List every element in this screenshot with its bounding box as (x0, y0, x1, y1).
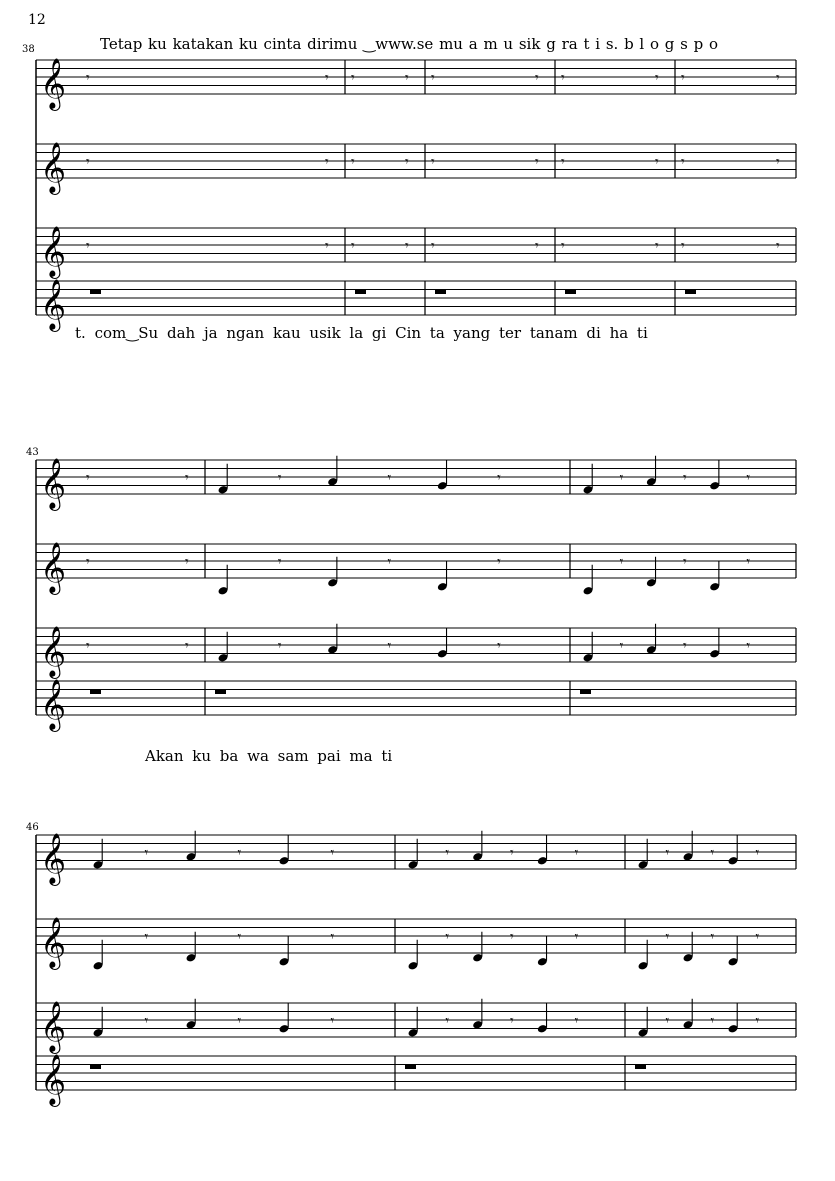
rest-icon: 𝄾 (405, 154, 409, 171)
rest-icon: 𝄾 (325, 238, 329, 255)
rest-icon: 𝄾 (561, 238, 565, 255)
measure-number-46: 46 (26, 822, 39, 833)
rest-icon: 𝄾 (683, 638, 687, 655)
rest-icon: 𝄾 (445, 929, 450, 946)
rest-icon: 𝄾 (710, 1013, 715, 1030)
treble-clef-icon: 𝄞 (40, 917, 67, 968)
rest-icon: 𝄾 (619, 638, 624, 655)
rest-icon: 𝄾 (710, 845, 715, 862)
rest-icon: 𝄾 (665, 929, 670, 946)
rest-icon: 𝄾 (351, 238, 355, 255)
rest-icon: 𝄾 (681, 238, 685, 255)
rest-icon: 𝄾 (387, 554, 392, 571)
rest-icon: 𝄾 (351, 70, 355, 87)
rest-icon: 𝄾 (237, 1013, 242, 1030)
whole-rest-icon (90, 290, 101, 295)
rest-icon: 𝄾 (746, 470, 751, 487)
whole-rest-icon (580, 690, 591, 695)
rest-icon: 𝄾 (755, 1013, 760, 1030)
rest-icon: 𝄾 (497, 638, 501, 655)
rest-icon: 𝄾 (776, 70, 780, 87)
treble-clef-icon: 𝄞 (40, 142, 67, 193)
lyrics-line-2: t. com‿Su dah ja ngan kau usik la gi Cin ta yang ter tanam di ha ti (75, 324, 648, 342)
rest-icon: 𝄾 (574, 929, 579, 946)
rest-icon: 𝄾 (535, 154, 539, 171)
rest-icon: 𝄾 (237, 845, 242, 862)
whole-rest-icon (405, 1065, 416, 1070)
rest-icon: 𝄾 (86, 154, 90, 171)
rest-icon: 𝄾 (86, 70, 90, 87)
treble-clef-icon: 𝄞 (40, 226, 67, 277)
rest-icon: 𝄾 (185, 470, 189, 487)
rest-icon: 𝄾 (387, 638, 392, 655)
rest-icon: 𝄾 (746, 554, 751, 571)
rest-icon: 𝄾 (574, 845, 579, 862)
rest-icon: 𝄾 (431, 70, 435, 87)
whole-rest-icon (685, 290, 696, 295)
measure-number-38: 38 (22, 44, 35, 55)
page-number: 12 (28, 12, 46, 28)
rest-icon: 𝄾 (510, 1013, 514, 1030)
rest-icon: 𝄾 (445, 1013, 450, 1030)
rest-icon: 𝄾 (497, 470, 501, 487)
rest-icon: 𝄾 (535, 238, 539, 255)
rest-icon: 𝄾 (619, 470, 624, 487)
rest-icon: 𝄾 (86, 638, 90, 655)
treble-clef-icon: 𝄞 (40, 1001, 67, 1052)
whole-rest-icon (565, 290, 576, 295)
rest-icon: 𝄾 (387, 470, 392, 487)
rest-icon: 𝄾 (681, 70, 685, 87)
rest-icon: 𝄾 (683, 554, 687, 571)
rest-icon: 𝄾 (351, 154, 355, 171)
rest-icon: 𝄾 (755, 929, 760, 946)
rest-icon: 𝄾 (330, 929, 335, 946)
rest-icon: 𝄾 (277, 638, 282, 655)
rest-icon: 𝄾 (655, 154, 659, 171)
rest-icon: 𝄾 (325, 154, 329, 171)
rest-icon: 𝄾 (405, 238, 409, 255)
rest-icon: 𝄾 (144, 929, 149, 946)
rest-icon: 𝄾 (86, 470, 90, 487)
treble-clef-icon: 𝄞 (40, 1054, 67, 1105)
treble-clef-icon: 𝄞 (40, 626, 67, 677)
treble-clef-icon: 𝄞 (40, 679, 67, 730)
rest-icon: 𝄾 (405, 70, 409, 87)
rest-icon: 𝄾 (561, 154, 565, 171)
rest-icon: 𝄾 (86, 238, 90, 255)
rest-icon: 𝄾 (445, 845, 450, 862)
rest-icon: 𝄾 (574, 1013, 579, 1030)
rest-icon: 𝄾 (776, 154, 780, 171)
whole-rest-icon (635, 1065, 646, 1070)
rest-icon: 𝄾 (665, 1013, 670, 1030)
rest-icon: 𝄾 (277, 470, 282, 487)
rest-icon: 𝄾 (185, 554, 189, 571)
treble-clef-icon: 𝄞 (40, 833, 67, 884)
rest-icon: 𝄾 (510, 845, 514, 862)
treble-clef-icon: 𝄞 (40, 279, 67, 330)
rest-icon: 𝄾 (665, 845, 670, 862)
rest-icon: 𝄾 (277, 554, 282, 571)
rest-icon: 𝄾 (746, 638, 751, 655)
rest-icon: 𝄾 (497, 554, 501, 571)
rest-icon: 𝄾 (710, 929, 715, 946)
rest-icon: 𝄾 (185, 638, 189, 655)
rest-icon: 𝄾 (237, 929, 242, 946)
whole-rest-icon (90, 690, 101, 695)
measure-number-43: 43 (26, 447, 39, 458)
rest-icon: 𝄾 (681, 154, 685, 171)
rest-icon: 𝄾 (655, 70, 659, 87)
rest-icon: 𝄾 (755, 845, 760, 862)
treble-clef-icon: 𝄞 (40, 458, 67, 509)
whole-rest-icon (355, 290, 366, 295)
rest-icon: 𝄾 (330, 1013, 335, 1030)
rest-icon: 𝄾 (655, 238, 659, 255)
lyrics-line-3: Akan ku ba wa sam pai ma ti (145, 747, 393, 765)
treble-clef-icon: 𝄞 (40, 542, 67, 593)
whole-rest-icon (90, 1065, 101, 1070)
treble-clef-icon: 𝄞 (40, 58, 67, 109)
rest-icon: 𝄾 (330, 845, 335, 862)
whole-rest-icon (215, 690, 226, 695)
rest-icon: 𝄾 (561, 70, 565, 87)
lyrics-line-1: Tetap ku katakan ku cinta dirimu ‿www.se mu a m u sik g ra t i s. b l o g s p o (100, 35, 719, 53)
rest-icon: 𝄾 (144, 845, 149, 862)
rest-icon: 𝄾 (431, 238, 435, 255)
rest-icon: 𝄾 (619, 554, 624, 571)
rest-icon: 𝄾 (510, 929, 514, 946)
whole-rest-icon (435, 290, 446, 295)
rest-icon: 𝄾 (776, 238, 780, 255)
rest-icon: 𝄾 (683, 470, 687, 487)
rest-icon: 𝄾 (325, 70, 329, 87)
rest-icon: 𝄾 (431, 154, 435, 171)
rest-icon: 𝄾 (144, 1013, 149, 1030)
rest-icon: 𝄾 (86, 554, 90, 571)
rest-icon: 𝄾 (535, 70, 539, 87)
